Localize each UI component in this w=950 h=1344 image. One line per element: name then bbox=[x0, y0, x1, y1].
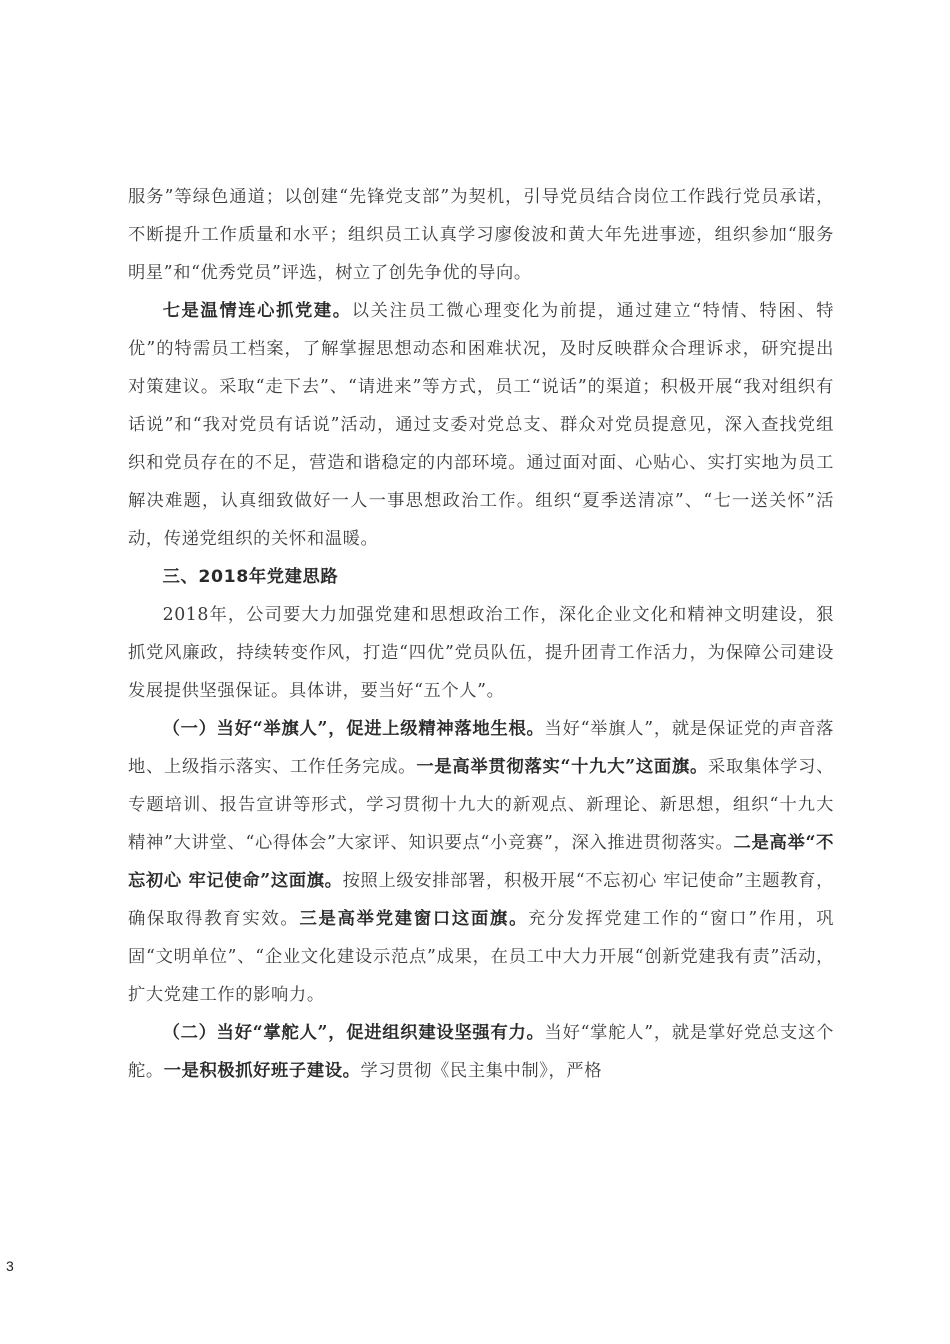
text-run: 按照上级安排部署，积极开展“不忘初心 牢记使命”主题教育，确保取得教育实效。 bbox=[128, 871, 834, 929]
paragraph bbox=[128, 1014, 834, 1090]
text-run: 2018年，公司要大力加强党建和思想政治工作，深化企业文化和精神文明建设，狠抓党风廉政，持续转变作风，打造“四优”党员队伍，提升团青工作活力，为保障公司建设发展提供坚强保证。具体讲，要当好“五个人”。 bbox=[128, 605, 834, 701]
section-heading bbox=[128, 558, 834, 596]
bold-text-run: 三是高举党建窗口这面旗。 bbox=[299, 909, 529, 929]
text-run: 当好“掌舵人”，就是掌好党总支这个舵。 bbox=[128, 1023, 834, 1081]
text-run: 充分发挥党建工作的“窗口”作用，巩固“文明单位”、“企业文化建设示范点”成果，在员工中大力开展“创新党建我有责”活动，扩大党建工作的影响力。 bbox=[128, 909, 835, 1005]
text-run: 当好“举旗人”，就是保证党的声音落地、上级指示落实、工作任务完成。 bbox=[128, 719, 834, 777]
document-body bbox=[128, 178, 834, 1090]
paragraph bbox=[128, 596, 834, 710]
bold-text-run: （一）当好“举旗人”，促进上级精神落地生根。 bbox=[162, 719, 545, 739]
paragraph bbox=[128, 178, 834, 292]
text-run: 采取集体学习、专题培训、报告宣讲等形式，学习贯彻十九大的新观点、新理论、新思想，组织“十九大精神”大讲堂、“心得体会”大家评、知识要点“小竞赛”，深入推进贯彻落实。 bbox=[128, 757, 834, 853]
bold-text-run: 七是温情连心抓党建。 bbox=[162, 301, 352, 321]
text-run: 以关注员工微心理变化为前提，通过建立“特情、特困、特优”的特需员工档案，了解掌握思想动态和困难状况，及时反映群众合理诉求，研究提出对策建议。采取“走下去”、“请进来”等方式，员工“说话”的渠道；积极开展“我对组织有话说”和“我对党员有话说”活动，通过支委对党总支、群众对党员提意见，深入查找党组织和党员存在的不足，营造和谐稳定的内部环境。通过面对面、心贴心、实打实地为员工解决难题，认真细致做好一人一事思想政治工作。组织“夏季送清凉”、“七一送关怀”活动，传递党组织的关怀和温暖。 bbox=[128, 301, 834, 549]
bold-text-run: 二是高举“不忘初心 牢记使命”这面旗。 bbox=[128, 833, 835, 891]
bold-text-run: 一是积极抓好班子建设。 bbox=[163, 1061, 361, 1081]
text-run: 学习贯彻《民主集中制》，严格 bbox=[360, 1061, 603, 1081]
paragraph bbox=[128, 292, 834, 558]
bold-text-run: 三、2018年党建思路 bbox=[162, 567, 339, 587]
paragraph bbox=[128, 710, 834, 1014]
bold-text-run: （二）当好“掌舵人”，促进组织建设坚强有力。 bbox=[162, 1023, 545, 1043]
page-number: 3 bbox=[6, 1258, 14, 1274]
bold-text-run: 一是高举贯彻落实“十九大”这面旗。 bbox=[416, 757, 708, 777]
text-run: 服务”等绿色通道；以创建“先锋党支部”为契机，引导党员结合岗位工作践行党员承诺，不断提升工作质量和水平；组织员工认真学习廖俊波和黄大年先进事迹，组织参加“服务明星”和“优秀党员”评选，树立了创先争优的导向。 bbox=[128, 187, 834, 283]
